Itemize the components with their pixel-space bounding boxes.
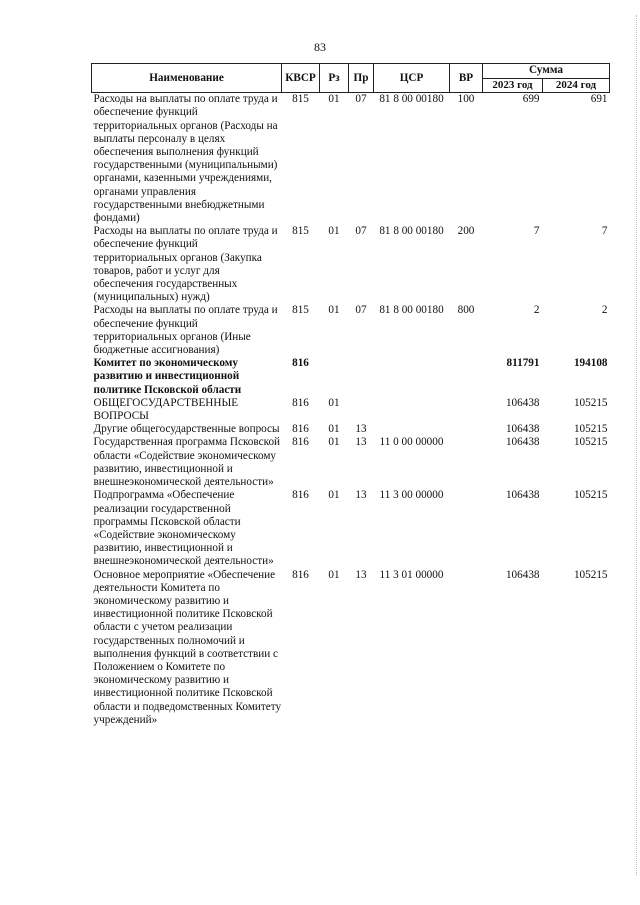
row-vr: [450, 423, 483, 436]
row-pr: 13: [355, 568, 367, 581]
row-vr: 200: [457, 225, 475, 238]
row-rz: 01: [328, 568, 340, 581]
row-csr: 11 0 00 00000: [379, 436, 444, 449]
row-sum-2024: 105215: [573, 568, 608, 581]
row-sum-2024: 194108: [573, 357, 608, 370]
row-rz: 01: [328, 489, 340, 502]
header-csr: ЦСР: [374, 64, 450, 93]
row-vr: [450, 436, 483, 489]
header-sum: Сумма: [483, 64, 610, 79]
row-kvsr: 816: [292, 423, 309, 436]
row-pr: 13: [355, 436, 367, 449]
row-kvsr: 815: [292, 304, 309, 317]
row-sum-2024: 105215: [573, 436, 608, 449]
row-name: Комитет по экономическому развитию и инвестиционной политике Псковской области: [93, 357, 242, 396]
table-row: [92, 225, 610, 304]
row-kvsr: 816: [292, 489, 309, 502]
row-vr: 800: [457, 304, 475, 317]
header-rz: Рз: [320, 64, 349, 93]
table-header: [92, 64, 610, 93]
table-row: [92, 304, 610, 357]
table-body: [92, 93, 610, 727]
header-kvsr: КВСР: [282, 64, 320, 93]
row-name: Расходы на выплаты по оплате труда и обеспечение функций территориальных органов (Иные бюджетные ассигнования): [93, 304, 278, 357]
row-sum-2024: 105215: [573, 489, 608, 502]
row-pr: 07: [355, 225, 367, 238]
row-csr: 81 8 00 00180: [379, 304, 444, 317]
row-sum-2023: 106438: [505, 436, 540, 449]
row-kvsr: 816: [292, 396, 309, 409]
row-name: Другие общегосударственные вопросы: [93, 423, 280, 436]
row-vr: [450, 397, 483, 423]
row-sum-2023: 699: [522, 93, 540, 106]
row-pr: 07: [355, 304, 367, 317]
row-sum-2024: 105215: [573, 423, 608, 436]
row-sum-2023: 811791: [506, 357, 540, 370]
header-vr: ВР: [450, 64, 483, 93]
row-rz: 01: [328, 436, 340, 449]
row-name: Основное мероприятие «Обеспечение деятельности Комитета по экономическому развитию и инвестиционной политике Псковской области с учетом реализации государственных полномочий и выполнения функций в соответствии с Положением о Комитете по экономическому развитию и инвестиционной политике Псковской области и подведомственных Комитету учреждений»: [93, 568, 282, 726]
row-csr: [374, 397, 450, 423]
row-rz: 01: [328, 396, 340, 409]
row-pr: [349, 397, 374, 423]
row-pr: [349, 357, 374, 397]
row-vr: 100: [457, 93, 475, 106]
row-sum-2023: 106438: [505, 396, 540, 409]
row-csr: 81 8 00 00180: [379, 93, 444, 106]
row-name: ОБЩЕГОСУДАРСТВЕННЫЕ ВОПРОСЫ: [93, 396, 239, 423]
header-pr: Пр: [349, 64, 374, 93]
row-kvsr: 816: [292, 436, 309, 449]
row-pr: 13: [355, 489, 367, 502]
row-name: Расходы на выплаты по оплате труда и обеспечение функций территориальных органов (Закупка товаров, работ и услуг для обеспечения государственных (муниципальных) нужд): [93, 225, 278, 304]
row-csr: 11 3 01 00000: [379, 568, 444, 581]
scan-edge-marks: [635, 15, 637, 875]
row-kvsr: 816: [292, 357, 309, 370]
row-vr: [450, 569, 483, 727]
header-year-2023: 2023 год: [483, 79, 543, 93]
row-sum-2024: 105215: [573, 396, 608, 409]
table-row: [92, 357, 610, 397]
row-sum-2023: 7: [533, 225, 540, 238]
row-rz: 01: [328, 423, 340, 436]
row-sum-2024: 2: [601, 304, 608, 317]
table-row: [92, 489, 610, 568]
row-sum-2023: 106438: [505, 489, 540, 502]
row-vr: [450, 357, 483, 397]
row-rz: 01: [328, 93, 340, 106]
row-rz: [320, 357, 349, 397]
row-kvsr: 815: [292, 93, 309, 106]
table-row: [92, 423, 610, 436]
row-name: Государственная программа Псковской области «Содействие экономическому развитию, инвестиционной и внешнеэкономической деятельности»: [93, 436, 281, 489]
table-row: [92, 93, 610, 226]
budget-table: [91, 63, 610, 727]
table-row: [92, 569, 610, 727]
row-kvsr: 815: [292, 225, 309, 238]
table-row: [92, 397, 610, 423]
row-sum-2024: 691: [590, 93, 608, 106]
row-csr: [374, 357, 450, 397]
page-number: 83: [314, 40, 326, 54]
table-row: [92, 436, 610, 489]
row-vr: [450, 489, 483, 568]
header-year-2024: 2024 год: [543, 79, 610, 93]
row-pr: 13: [355, 423, 367, 436]
row-sum-2023: 2: [533, 304, 540, 317]
row-kvsr: 816: [292, 568, 309, 581]
row-csr: 81 8 00 00180: [379, 225, 444, 238]
row-rz: 01: [328, 225, 340, 238]
row-csr: 11 3 00 00000: [379, 489, 444, 502]
row-csr: [374, 423, 450, 436]
header-name: Наименование: [92, 64, 282, 93]
row-sum-2023: 106438: [505, 423, 540, 436]
row-name: Подпрограмма «Обеспечение реализации государственной программы Псковской области «Содействие экономическому развитию, инвестиционной и внешнеэкономической деятельности»: [93, 489, 274, 568]
row-sum-2024: 7: [601, 225, 608, 238]
row-sum-2023: 106438: [505, 568, 540, 581]
row-rz: 01: [328, 304, 340, 317]
row-name: Расходы на выплаты по оплате труда и обеспечение функций территориальных органов (Расходы на выплаты персоналу в целях обеспечения выполнения функций государственными (муниципальными) органами, казенными учреждениями, органами управления государственными внебюджетными фондами): [93, 93, 278, 225]
row-pr: 07: [355, 93, 367, 106]
